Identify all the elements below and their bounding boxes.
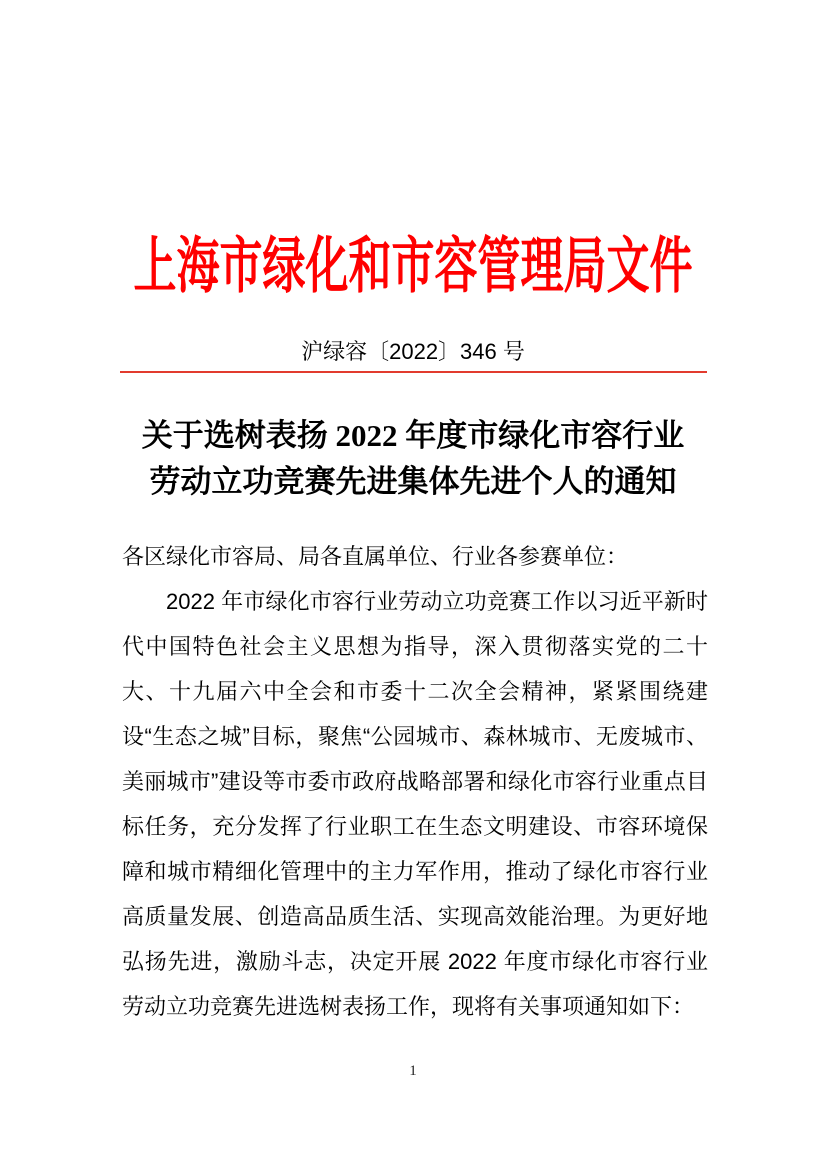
salutation-line: 各区绿化市容局、局各直属单位、行业各参赛单位：	[122, 544, 629, 569]
document-number: 沪绿容〔2022〕346 号	[301, 339, 525, 364]
document-title	[0, 413, 826, 505]
body-paragraph: 2022 年市绿化市容行业劳动立功竞赛工作以习近平新时代中国特色社会主义思想为指导，深入贯彻落实党的二十大、十九届六中全会和市委十二次全会精神，紧紧围绕建设“生态之城”目标，聚焦“公园城市、森林城市、无废城市、美丽城市”建设等市委市政府战略部署和绿化市容行业重点目标任务，充分发挥了行业职工在生态文明建设、市容环境保障和城市精细化管理中的主力军作用，推动了绿化市容行业高质量发展、创造高品质生活、实现高效能治理。为更好地弘扬先进，激励斗志，决定开展 2022 年度市绿化市容行业劳动立功竞赛先进选树表扬工作，现将有关事项通知如下：	[122, 589, 708, 1019]
page-number: 1	[409, 1063, 417, 1079]
document-title-line2: 劳动立功竞赛先进集体先进个人的通知	[149, 464, 677, 499]
red-divider-line	[120, 371, 707, 373]
agency-header-title: 上海市绿化和市容管理局文件	[133, 234, 693, 301]
document-title-line1: 关于选树表扬 2022 年度市绿化市容行业	[141, 418, 685, 453]
document-body	[122, 534, 708, 1029]
